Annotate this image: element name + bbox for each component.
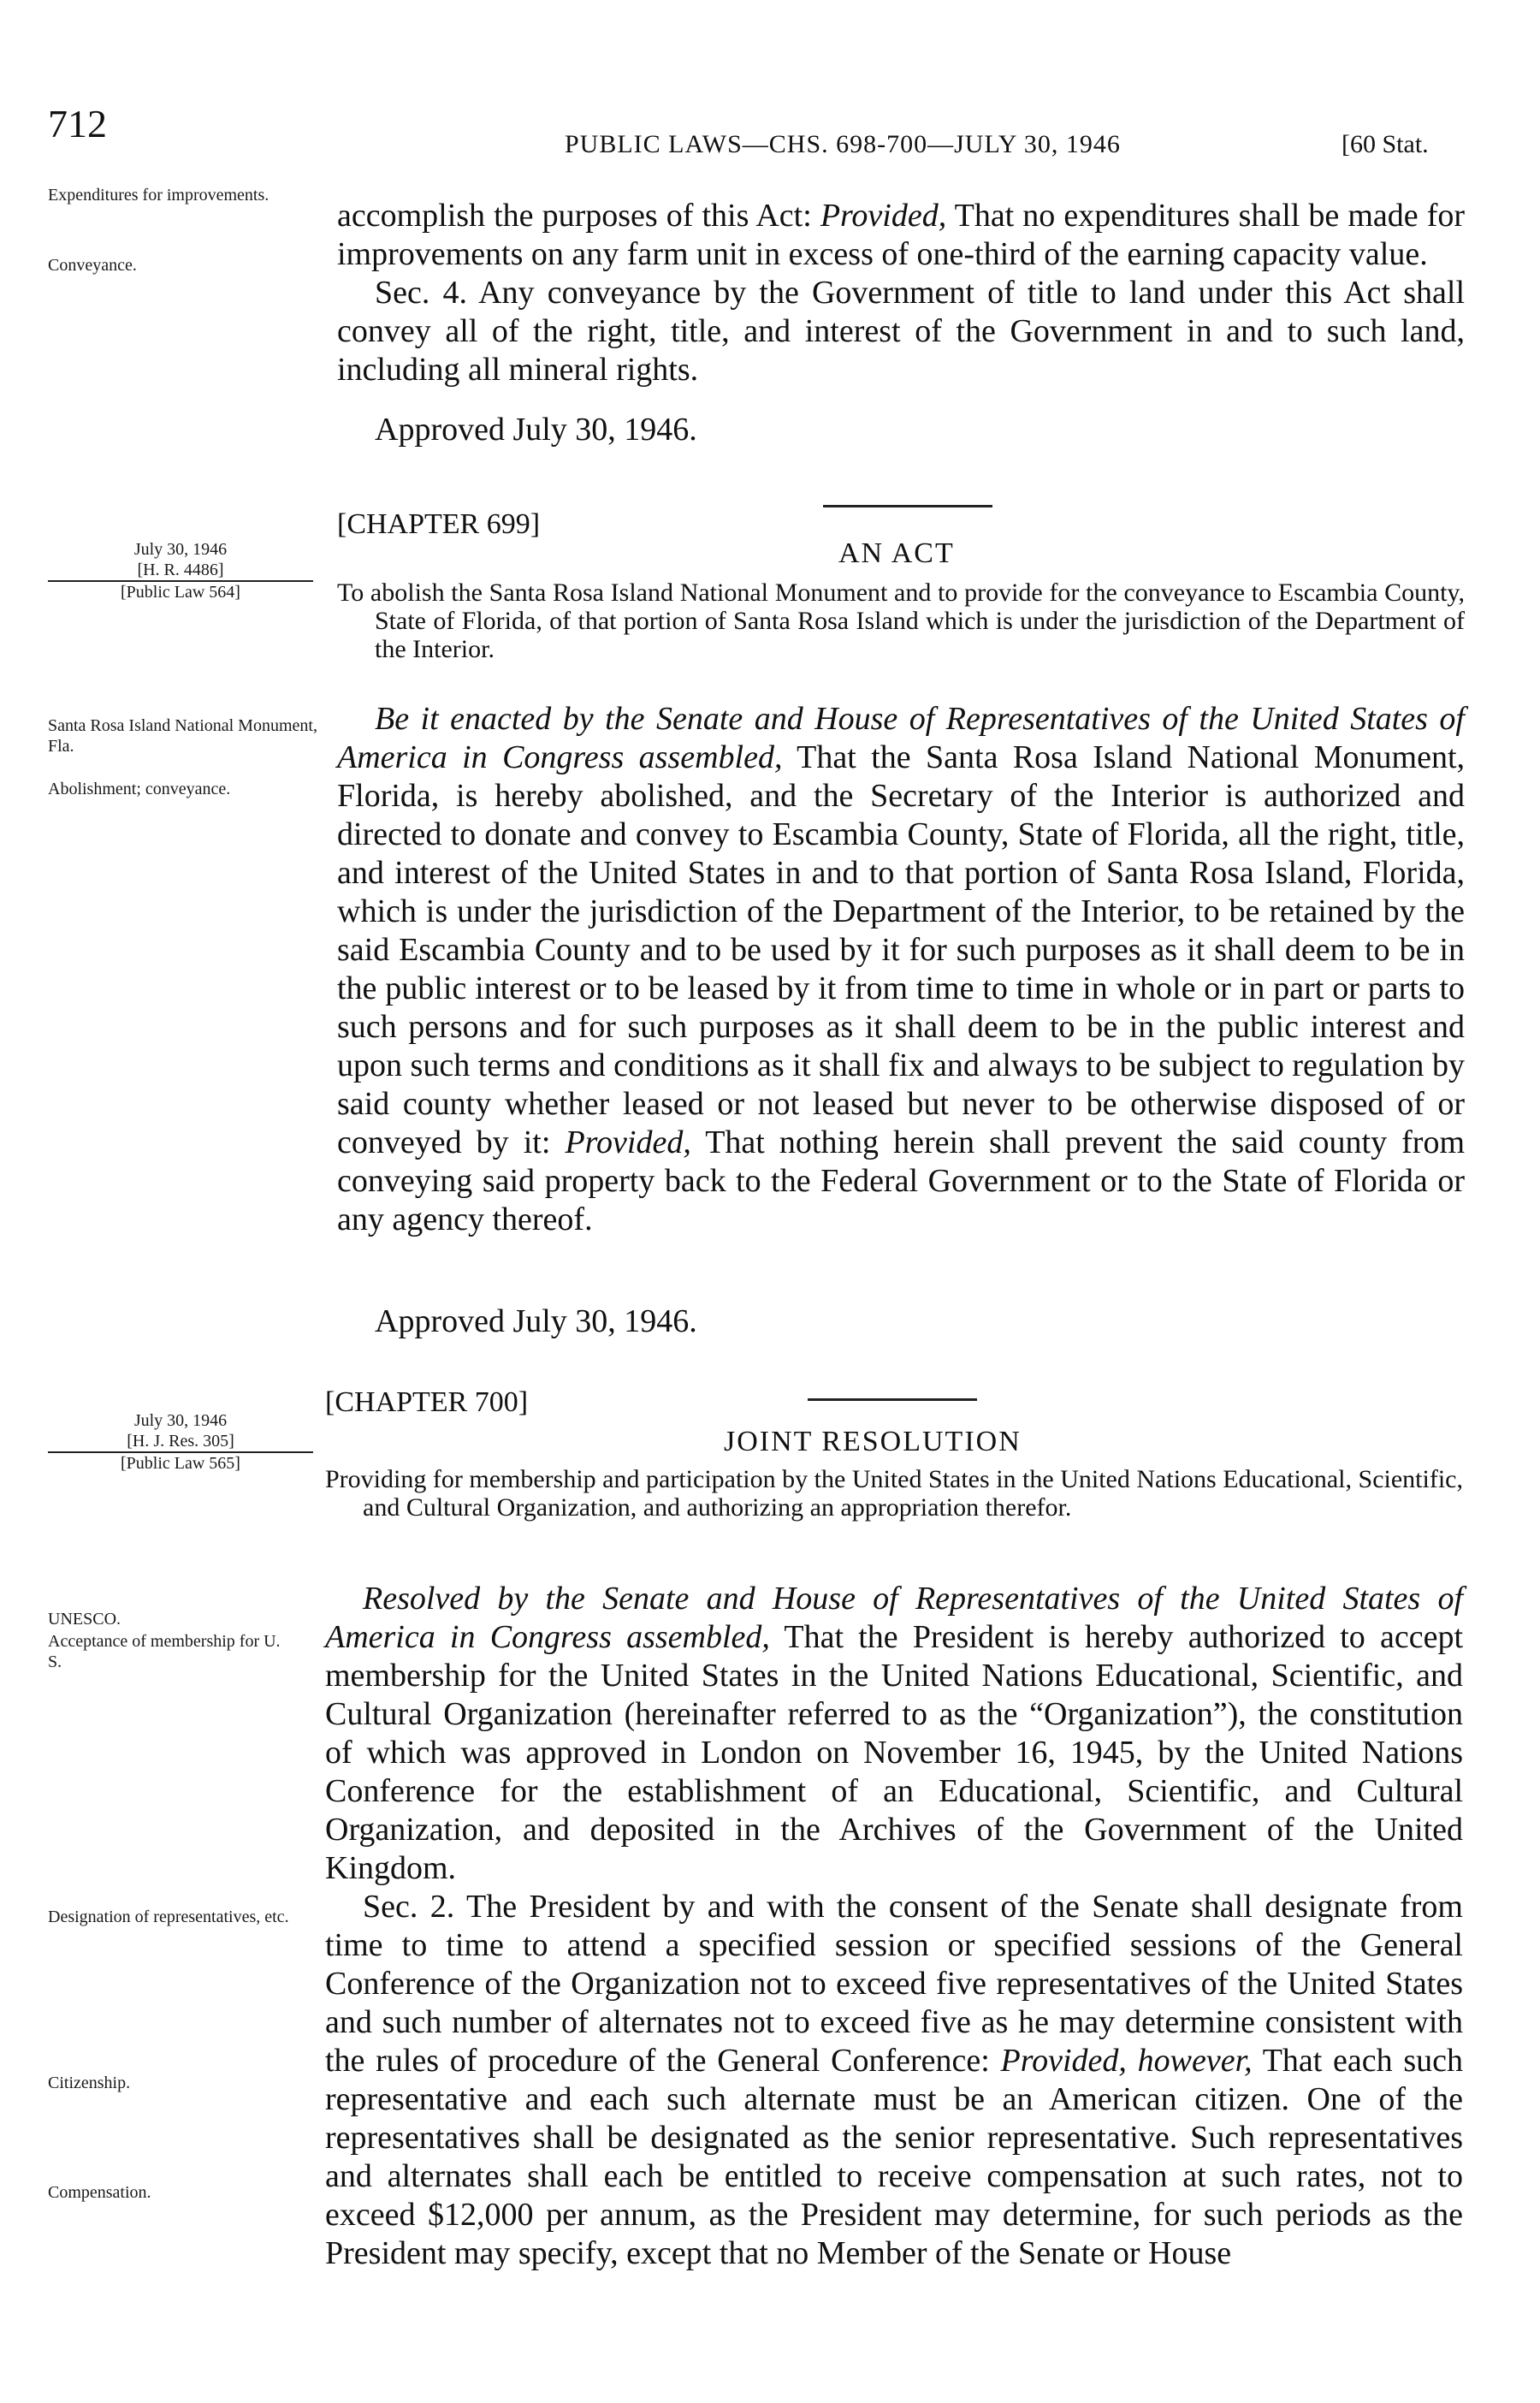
section-continuation: [337, 197, 1465, 389]
statute-reference: [60 Stat.: [1342, 130, 1429, 158]
chapter-699-heading: AN ACT: [838, 537, 955, 569]
approved-line-1: Approved July 30, 1946.: [375, 412, 697, 448]
margin-ch700-bill: [H. J. Res. 305]: [127, 1432, 234, 1451]
paragraph-provision: accomplish the purposes of this Act: Provided, That no expenditures shall be made for improvements on any farm unit in excess of one-third of the earning capacity value.: [337, 198, 1466, 272]
chapter-700-title: Providing for membership and participation by the United States in the United Nations Educational, Scientific, and Cultural Organization, and authorizing an appropriation therefor.: [325, 1465, 1463, 1522]
margin-note-santa-rosa: Santa Rosa Island National Monument, Fla.: [48, 716, 317, 756]
paragraph-sec-4: Sec. 4. Any conveyance by the Government of title to land under this Act shall convey all of the right, title, and interest of the Government in and to such land, including all mineral rights.: [337, 275, 1465, 388]
margin-note-citizenship: Citizenship.: [48, 2074, 131, 2092]
margin-ch699-date: July 30, 1946: [133, 540, 228, 559]
margin-ch699-bill: [H. R. 4486]: [137, 561, 224, 579]
chapter-700-label: [CHAPTER 700]: [325, 1386, 529, 1418]
margin-note-acceptance: Acceptance of membership for U. S.: [48, 1632, 281, 1671]
margin-note-designation: Designation of representatives, etc.: [48, 1908, 289, 1926]
approved-line-2: Approved July 30, 1946.: [375, 1303, 697, 1339]
margin-note-conveyance: Conveyance.: [48, 256, 137, 275]
margin-note-compensation: Compensation.: [48, 2183, 151, 2202]
margin-ch699-public-law: [Public Law 564]: [121, 583, 240, 602]
margin-note-expenditures: Expenditures for improvements.: [48, 186, 270, 205]
margin-ch700-public-law: [Public Law 565]: [121, 1454, 240, 1473]
page-number: 712: [48, 102, 107, 145]
paragraph-resolution: Resolved by the Senate and House of Representatives of the United States of America in Congress assembled, That the President is hereby authorized to accept membership for the United States in the United Nations Educational, Scientific, and Cultural Organization (hereinafter referred to as the “Organization”), the constitution of which was approved in London on November 16, 1945, by the United Nations Conference for the establishment of an Educational, Scientific, and Cultural Organization, and deposited in the Archives of the Government of the United Kingdom.: [325, 1581, 1464, 1886]
chapter-699-body: [337, 700, 1465, 1239]
paragraph-enactment: Be it enacted by the Senate and House of Representatives of the United States of America in Congress assembled, That the Santa Rosa Island National Monument, Florida, is hereby abolished, and the Secretary of the Interior is authorized and directed to donate and convey to Escambia County, State of Florida, all the right, title, and interest of the United States in and to that portion of Santa Rosa Island, Florida, which is under the jurisdiction of the Department of the Interior, to be retained by the said Escambia County and to be used by it for such purposes as it shall deem to be in the public interest or to be leased by it from time to time in whole or in part or parts to such persons and for such purposes as it shall deem to be in the public interest and upon such terms and conditions as it shall fix and always to be subject to regulation by said county whether leased or not leased but never to be otherwise disposed of or conveyed by it: Provided, That nothing herein shall prevent the said county from conveying said property back to the Federal Government or to the State of Florida or any agency thereof.: [337, 701, 1466, 1237]
chapter-700-heading: JOINT RESOLUTION: [724, 1426, 1022, 1457]
chapter-700-body: [325, 1580, 1463, 2273]
margin-note-unesco: UNESCO.: [48, 1610, 121, 1629]
paragraph-sec-2: Sec. 2. The President by and with the consent of the Senate shall designate from time to time to attend a specified session or specified sessions of the General Conference of the Organization not to exceed five representatives of the United States and such number of alternates not to exceed five as he may determine consistent with the rules of procedure of the General Conference: Provided, however, That each such representative and each such alternate must be an American citizen. One of the representatives shall be designated as the senior representative. Such representatives and alternates shall each be entitled to receive compensation at such rates, not to exceed $12,000 per annum, as the President may determine, for such periods as the President may specify, except that no Member of the Senate or House: [325, 1889, 1464, 2271]
margin-note-abolishment: Abolishment; conveyance.: [48, 780, 231, 798]
chapter-divider-rule: [823, 505, 992, 507]
margin-note-ch699-reference: [48, 539, 313, 602]
chapter-divider-rule-2: [808, 1398, 977, 1401]
margin-ch700-date: July 30, 1946: [133, 1411, 228, 1430]
running-title: PUBLIC LAWS—CHS. 698-700—JULY 30, 1946: [565, 130, 1121, 158]
margin-note-ch700-reference: [48, 1410, 313, 1474]
chapter-699-label: [CHAPTER 699]: [337, 508, 541, 540]
chapter-699-title: To abolish the Santa Rosa Island National Monument and to provide for the conveyance to Escambia County, State of Florida, of that portion of Santa Rosa Island which is under the jurisdiction of the Department of the Interior.: [337, 578, 1465, 663]
